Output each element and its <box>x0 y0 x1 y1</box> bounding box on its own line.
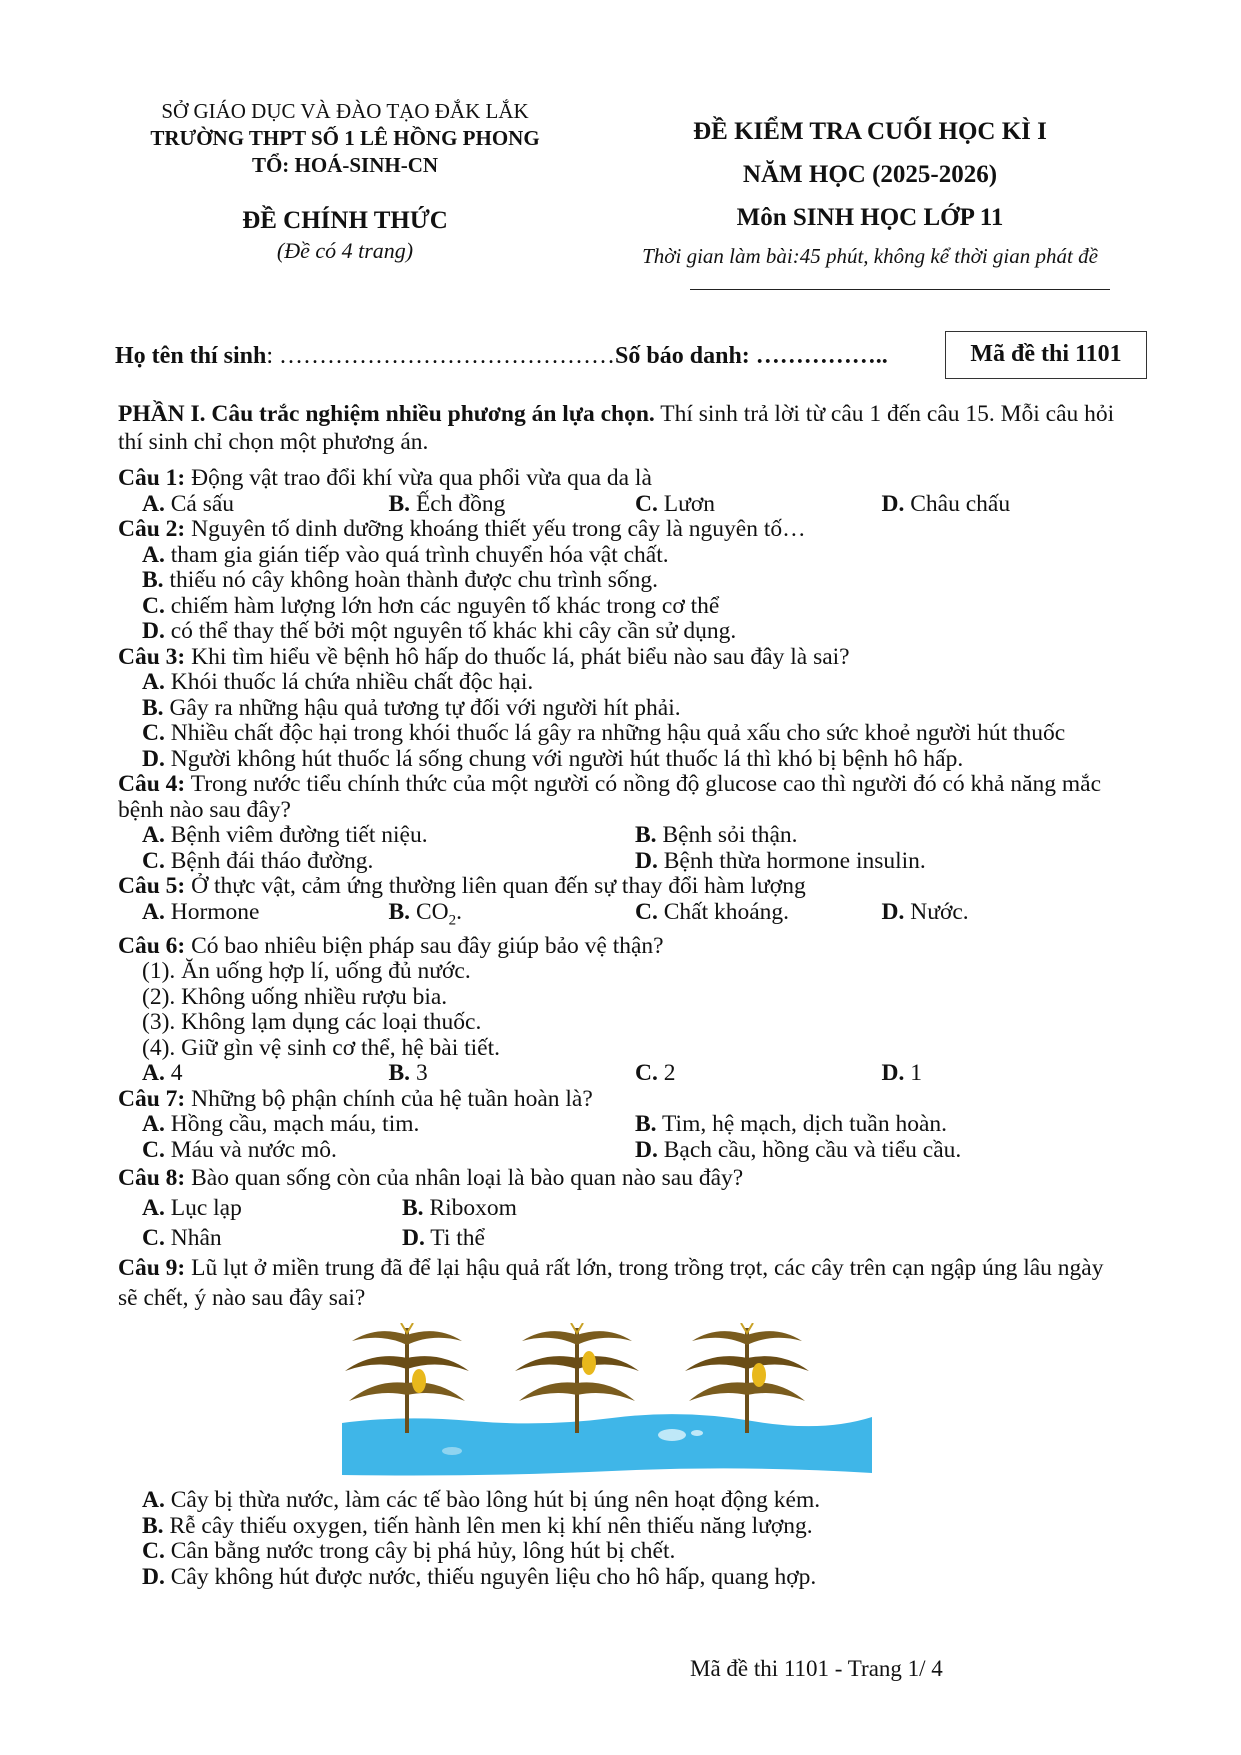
label-a: A. <box>142 1487 165 1514</box>
q6-item-3: (3). Không lạm dụng các loại thuốc. <box>142 1009 482 1036</box>
q3-d-text: Người không hút thuốc lá sống chung với người hút thuốc lá thì khó bị bệnh hô hấp. <box>164 745 964 772</box>
q9-b-text: Rễ cây thiếu oxygen, tiến hành lên men kị khí nên thiếu năng lượng. <box>163 1512 813 1539</box>
question-8 <box>118 1163 1128 1193</box>
q1-b-text: Ếch đồng <box>410 490 506 517</box>
q6-b-text: 3 <box>410 1060 428 1087</box>
q8-option-c[interactable] <box>142 1223 402 1253</box>
label-d: D. <box>881 898 905 925</box>
q4-b-text: Bệnh sỏi thận. <box>656 822 798 848</box>
official-label: ĐỀ CHÍNH THỨC <box>242 207 448 234</box>
label-c: C. <box>142 592 165 619</box>
q7-options-row2 <box>118 1138 1128 1164</box>
q4-option-d[interactable] <box>635 849 1128 875</box>
q3-text: Khi tìm hiểu về bệnh hô hấp do thuốc lá, phát biểu nào sau đây là sai? <box>185 643 850 670</box>
q4-options-row1 <box>118 823 1128 849</box>
q7-option-d[interactable] <box>635 1138 1128 1164</box>
label-d: D. <box>881 1060 905 1087</box>
label-c: C. <box>142 1538 165 1565</box>
section-title: PHẦN I. Câu trắc nghiệm nhiều phương án lựa chọn. <box>118 401 655 427</box>
q8-option-d[interactable] <box>402 1223 662 1253</box>
q2-c-text: chiếm hàm lượng lớn hơn các nguyên tố khác trong cơ thể <box>164 592 720 619</box>
q2-option-c[interactable] <box>118 594 1128 620</box>
q7-options-row1 <box>118 1112 1128 1138</box>
q5-d-text: Nước. <box>904 898 969 925</box>
q6-option-a[interactable] <box>142 1061 389 1087</box>
q9-text: Lũ lụt ở miền trung đã để lại hậu quả rất lớn, trong trồng trọt, các cây trên cạn ngập úng lâu ngày sẽ chết, ý nào sau đây sai? <box>118 1255 1104 1312</box>
exam-title: ĐỀ KIỂM TRA CUỐI HỌC KÌ I <box>693 118 1047 145</box>
q5-option-b[interactable] <box>389 900 636 934</box>
q4-option-c[interactable] <box>142 849 635 875</box>
q7-option-c[interactable] <box>142 1138 635 1164</box>
q4-text: Trong nước tiểu chính thức của một người có nồng độ glucose cao thì người đó có khả năng mắc bệnh nào sau đây? <box>118 771 1102 823</box>
q2-a-text: tham gia gián tiếp vào quá trình chuyển hóa vật chất. <box>164 541 669 568</box>
q6-option-d[interactable] <box>882 1061 1129 1087</box>
label-d: D. <box>142 745 165 772</box>
label-c: C. <box>635 898 658 925</box>
q6-item-4: (4). Giữ gìn vệ sinh cơ thể, hệ bài tiết. <box>142 1034 500 1061</box>
q1-c-text: Lươn <box>657 490 716 517</box>
label-b: B. <box>388 1060 411 1087</box>
q5-b-text: CO <box>410 898 449 925</box>
q3-option-c[interactable] <box>118 721 1128 747</box>
q2-option-b[interactable] <box>118 568 1128 594</box>
q4-d-text: Bệnh thừa hormone insulin. <box>657 847 926 874</box>
page-footer: Mã đề thi 1101 - Trang 1/ 4 <box>690 1656 943 1681</box>
name-label: Họ tên thí sinh <box>115 343 267 369</box>
q5-text: Ở thực vật, cảm ứng thường liên quan đến sự thay đổi hàm lượng <box>185 873 806 899</box>
section-instruction: Thí sinh trả lời từ câu 1 đến câu 15. Mỗi câu hỏi thí sinh chỉ chọn một phương án. <box>118 401 1115 455</box>
q1-a-text: Cá sấu <box>164 490 235 517</box>
label-a: A. <box>142 1060 165 1087</box>
q5-number: Câu 5: <box>118 873 186 899</box>
label-d: D. <box>635 847 658 874</box>
q1-option-c[interactable] <box>635 492 882 518</box>
name-blank[interactable]: : …………………………………… <box>266 343 616 369</box>
q8-option-b[interactable] <box>402 1193 662 1223</box>
exam-content <box>118 400 1128 1590</box>
q8-text: Bào quan sống còn của nhân loại là bào quan nào sau đây? <box>185 1165 744 1192</box>
q6-text: Có bao nhiêu biện pháp sau đây giúp bảo vệ thận? <box>185 932 664 959</box>
label-a: A. <box>142 541 165 568</box>
label-d: D. <box>142 1563 165 1590</box>
q3-a-text: Khói thuốc lá chứa nhiều chất độc hại. <box>164 669 534 695</box>
q3-number: Câu 3: <box>118 643 186 670</box>
q9-d-text: Cây không hút được nước, thiếu nguyên liệu cho hô hấp, quang hợp. <box>164 1563 817 1590</box>
school-year: NĂM HỌC (2025-2026) <box>742 161 998 188</box>
exam-code-box: Mã đề thi 1101 <box>945 331 1147 379</box>
q9-number: Câu 9: <box>118 1255 186 1282</box>
label-b: B. <box>635 1111 657 1138</box>
q8-option-a[interactable] <box>142 1193 402 1223</box>
q8-c-text: Nhân <box>164 1225 222 1252</box>
q6-item-1: (1). Ăn uống hợp lí, uống đủ nước. <box>142 958 471 985</box>
department: SỞ GIÁO DỤC VÀ ĐÀO TẠO ĐẮK LẮK <box>161 99 529 123</box>
q8-b-text: Riboxom <box>423 1195 517 1222</box>
label-b: B. <box>402 1195 424 1222</box>
q7-b-text: Tim, hệ mạch, dịch tuần hoàn. <box>656 1111 948 1138</box>
header-divider <box>690 289 1110 290</box>
question-4 <box>118 772 1128 823</box>
q6-a-text: 4 <box>164 1060 183 1087</box>
label-b: B. <box>142 567 164 593</box>
q9-a-text: Cây bị thừa nước, làm các tế bào lông hút bị úng nên hoạt động kém. <box>164 1487 821 1514</box>
question-3 <box>118 645 1128 671</box>
q7-d-text: Bạch cầu, hồng cầu và tiểu cầu. <box>657 1136 962 1163</box>
q6-option-c[interactable] <box>635 1061 882 1087</box>
question-5 <box>118 874 1128 900</box>
question-1 <box>118 466 1128 492</box>
q6-item-2: (2). Không uống nhiều rượu bia. <box>142 983 448 1010</box>
question-6 <box>118 934 1128 960</box>
q1-text: Động vật trao đổi khí vừa qua phổi vừa qua da là <box>185 465 652 491</box>
q6-option-b[interactable] <box>389 1061 636 1087</box>
label-a: A. <box>142 822 165 848</box>
q1-option-d[interactable] <box>882 492 1129 518</box>
label-b: B. <box>388 898 411 925</box>
label-d: D. <box>881 490 905 517</box>
time-limit: Thời gian làm bài:45 phút, không kể thời gian phát đề <box>642 244 1098 268</box>
q9-c-text: Cân bằng nước trong cây bị phá hủy, lông hút bị chết. <box>164 1538 676 1565</box>
q5-c-text: Chất khoáng. <box>657 898 790 925</box>
label-b: B. <box>635 822 657 848</box>
question-7 <box>118 1087 1128 1113</box>
q8-d-text: Ti thể <box>424 1225 485 1252</box>
q4-number: Câu 4: <box>118 771 186 797</box>
header-left <box>110 98 580 265</box>
q9-option-a[interactable] <box>118 1488 1128 1514</box>
label-c: C. <box>635 1060 658 1087</box>
q2-option-d[interactable] <box>118 619 1128 645</box>
q7-a-text: Hồng cầu, mạch máu, tim. <box>164 1111 420 1138</box>
q7-text: Những bộ phận chính của hệ tuần hoàn là? <box>185 1085 593 1112</box>
q9-option-d[interactable] <box>118 1565 1128 1591</box>
q5-b-subscript: 2 <box>448 912 457 929</box>
q3-b-text: Gây ra những hậu quả tương tự đối với người hít phải. <box>163 694 681 721</box>
label-a: A. <box>142 1195 165 1222</box>
q4-a-text: Bệnh viêm đường tiết niệu. <box>164 822 428 848</box>
flooded-corn-illustration <box>342 1323 872 1478</box>
label-b: B. <box>142 1512 164 1539</box>
q5-options <box>118 900 1128 934</box>
q3-c-text: Nhiều chất độc hại trong khói thuốc lá gây ra những hậu quả xấu cho sức khoẻ người hút thuốc <box>164 720 1066 746</box>
q3-option-b[interactable] <box>118 696 1128 722</box>
label-c: C. <box>142 720 165 746</box>
q8-a-text: Lục lạp <box>164 1195 242 1222</box>
q5-option-c[interactable] <box>635 900 882 934</box>
id-label: Số báo danh: <box>615 343 756 369</box>
q4-c-text: Bệnh đái tháo đường. <box>164 847 374 874</box>
label-a: A. <box>142 669 165 695</box>
q5-option-a[interactable] <box>142 900 389 934</box>
id-blank[interactable]: …………….. <box>755 343 888 369</box>
q2-number: Câu 2: <box>118 516 186 542</box>
q7-c-text: Máu và nước mô. <box>164 1136 337 1163</box>
q2-b-text: thiếu nó cây không hoàn thành được chu trình sống. <box>163 567 658 593</box>
question-2 <box>118 517 1128 543</box>
q4-options-row2 <box>118 849 1128 875</box>
q1-option-b[interactable] <box>389 492 636 518</box>
subject: Môn SINH HỌC LỚP 11 <box>736 204 1004 231</box>
label-c: C. <box>142 847 165 874</box>
q1-option-a[interactable] <box>142 492 389 518</box>
q5-b-end: . <box>456 898 462 925</box>
q2-text: Nguyên tố dinh dưỡng khoáng thiết yếu trong cây là nguyên tố… <box>185 516 806 542</box>
q6-c-text: 2 <box>657 1060 676 1087</box>
q8-number: Câu 8: <box>118 1165 186 1192</box>
q8-options-row1 <box>118 1193 1128 1223</box>
page-count: (Đề có 4 trang) <box>276 238 414 263</box>
label-d: D. <box>635 1136 658 1163</box>
label-b: B. <box>142 694 164 721</box>
q3-option-d[interactable] <box>118 747 1128 773</box>
q6-number: Câu 6: <box>118 932 186 959</box>
q1-options <box>118 492 1128 518</box>
q8-options-row2 <box>118 1223 1128 1253</box>
q3-option-a[interactable] <box>118 670 1128 696</box>
q2-option-a[interactable] <box>118 543 1128 569</box>
corn-plant-1 <box>345 1323 469 1433</box>
subject-group: TỔ: HOÁ-SINH-CN <box>251 153 439 177</box>
label-a: A. <box>142 490 165 517</box>
q9-option-c[interactable] <box>118 1539 1128 1565</box>
q6-options <box>118 1061 1128 1087</box>
q1-number: Câu 1: <box>118 465 186 491</box>
label-d: D. <box>142 618 165 644</box>
label-a: A. <box>142 1111 165 1138</box>
q9-option-b[interactable] <box>118 1514 1128 1540</box>
q5-a-text: Hormone <box>164 898 260 925</box>
q6-d-text: 1 <box>904 1060 922 1087</box>
label-d: D. <box>402 1225 425 1252</box>
q4-option-a[interactable] <box>142 823 635 849</box>
header-right <box>610 110 1130 271</box>
label-b: B. <box>388 490 411 517</box>
q4-option-b[interactable] <box>635 823 1128 849</box>
label-c: C. <box>142 1225 165 1252</box>
section-heading <box>118 400 1128 456</box>
label-c: C. <box>142 1136 165 1163</box>
label-c: C. <box>635 490 658 517</box>
question-9 <box>118 1253 1128 1313</box>
q7-number: Câu 7: <box>118 1085 186 1112</box>
q5-option-d[interactable] <box>882 900 1129 934</box>
label-a: A. <box>142 898 165 925</box>
corn-plant-2 <box>515 1323 639 1433</box>
q2-d-text: có thể thay thế bởi một nguyên tố khác khi cây cần sử dụng. <box>164 618 737 644</box>
q1-d-text: Châu chấu <box>904 490 1011 517</box>
q7-option-b[interactable] <box>635 1112 1128 1138</box>
school-name: TRƯỜNG THPT SỐ 1 LÊ HỒNG PHONG <box>150 126 540 150</box>
student-info <box>115 343 888 370</box>
q7-option-a[interactable] <box>142 1112 635 1138</box>
